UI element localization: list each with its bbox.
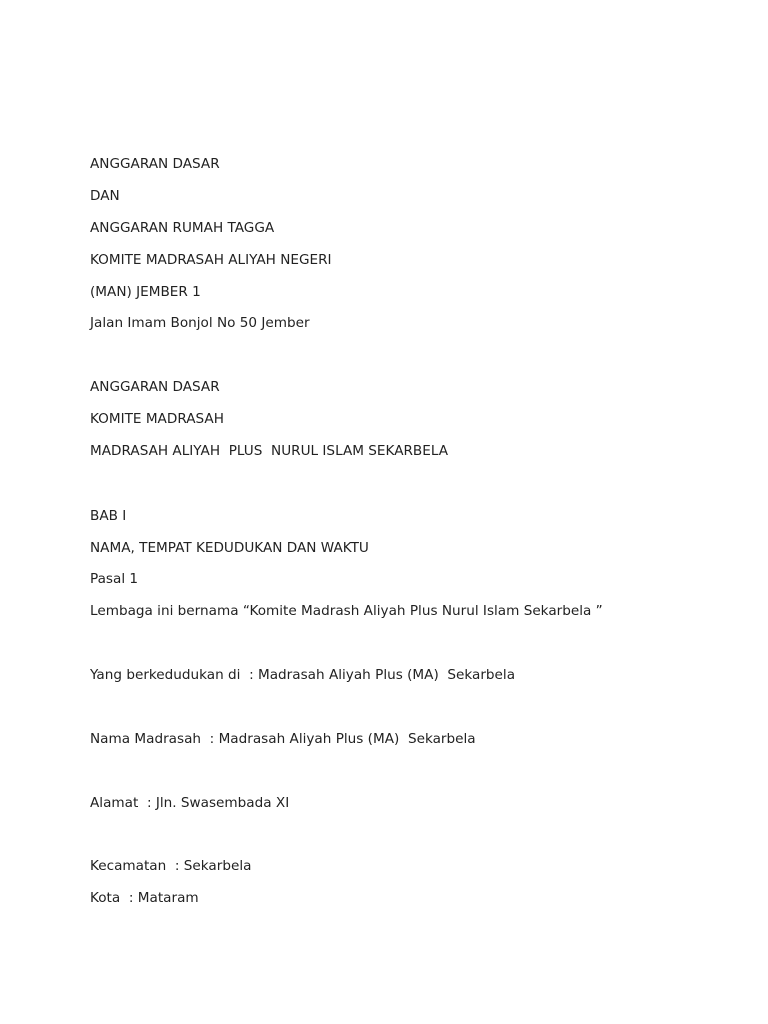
doc-title-line-3: ANGGARAN RUMAH TAGGA [90,220,275,236]
article-number: Pasal 1 [90,571,139,587]
district-line: Kecamatan : Sekarbela [90,858,252,874]
domicile-line: Yang berkedudukan di : Madrasah Aliyah Plus (MA) Sekarbela [90,667,516,683]
section-heading-line-2: KOMITE MADRASAH [90,411,224,427]
doc-title-line-2: DAN [90,188,120,204]
chapter-title: NAMA, TEMPAT KEDUDUKAN DAN WAKTU [90,540,369,556]
section-heading-line-3: MADRASAH ALIYAH PLUS NURUL ISLAM SEKARBELA [90,443,449,459]
madrasah-name-line: Nama Madrasah : Madrasah Aliyah Plus (MA) Sekarbela [90,731,476,747]
doc-title-line-1: ANGGARAN DASAR [90,156,220,172]
city-line: Kota : Mataram [90,890,199,906]
doc-title-line-4: KOMITE MADRASAH ALIYAH NEGERI [90,252,332,268]
section-heading-line-1: ANGGARAN DASAR [90,379,220,395]
doc-title-line-5: (MAN) JEMBER 1 [90,284,201,300]
address-line: Alamat : Jln. Swasembada XI [90,795,290,811]
article-text: Lembaga ini bernama “Komite Madrash Aliyah Plus Nurul Islam Sekarbela ” [90,603,603,619]
doc-address-line: Jalan Imam Bonjol No 50 Jember [90,315,310,331]
chapter-number: BAB I [90,508,127,524]
